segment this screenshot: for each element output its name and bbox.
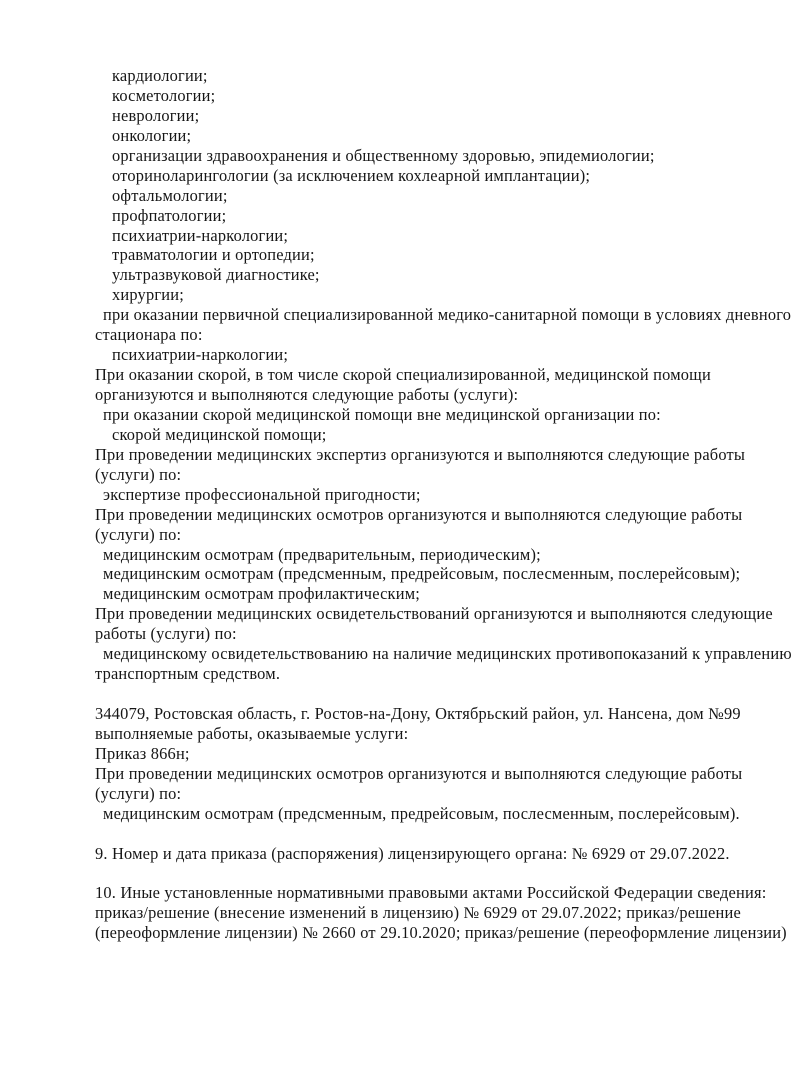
doc-line: стационара по: <box>95 325 203 345</box>
specialty-line: офтальмологии; <box>112 185 228 205</box>
doc-line: При проведении медицинских осмотров организуются и выполняются следующие работы <box>95 504 743 524</box>
specialty-line: организации здравоохранения и общественному здоровью, эпидемиологии; <box>112 145 655 165</box>
doc-line: при оказании первичной специализированной медико-санитарной помощи в условиях дневного <box>103 305 792 325</box>
clause-10-line: 10. Иные установленные нормативными правовыми актами Российской Федерации сведения: <box>95 883 767 903</box>
doc-line: медицинским осмотрам профилактическим; <box>103 584 421 604</box>
doc-line: организуются и выполняются следующие работы (услуги): <box>95 385 519 404</box>
specialty-line: профпатологии; <box>112 205 227 225</box>
specialty-line: травматологии и ортопедии; <box>112 245 315 265</box>
doc-line: (услуги) по: <box>95 464 182 484</box>
doc-line: медицинским осмотрам (предварительным, периодическим); <box>103 544 541 564</box>
specialty-line: онкологии; <box>112 125 192 145</box>
specialty-line: психиатрии-наркологии; <box>112 345 289 365</box>
clause-9-line: 9. Номер и дата приказа (распоряжения) лицензирующего органа: № 6929 от 29.07.2022. <box>95 843 730 863</box>
doc-line: транспортным средством. <box>95 664 281 684</box>
doc-line: При проведении медицинских освидетельствований организуются и выполняются следующие <box>95 604 773 624</box>
specialty-line: психиатрии-наркологии; <box>112 225 289 245</box>
specialty-line: скорой медицинской помощи; <box>112 424 327 444</box>
doc-line: медицинским осмотрам (предсменным, предрейсовым, послесменным, послерейсовым); <box>103 564 741 584</box>
specialty-line: оториноларингологии (за исключением кохлеарной имплантации); <box>112 165 591 185</box>
order-line: Приказ 866н; <box>95 743 190 763</box>
doc-line: (услуги) по: <box>95 524 182 544</box>
specialty-line: неврологии; <box>112 105 200 125</box>
specialty-line: косметологии; <box>112 85 216 105</box>
doc-line: работы (услуги) по: <box>95 624 237 644</box>
doc-line: При проведении медицинских экспертиз организуются и выполняются следующие работы <box>95 444 746 464</box>
blank-line <box>95 824 802 844</box>
clause-10-line: приказ/решение (внесение изменений в лицензию) № 6929 от 29.07.2022; приказ/решение <box>95 903 741 923</box>
specialty-line: ультразвуковой диагностике; <box>112 265 320 285</box>
doc-line: При оказании скорой, в том числе скорой специализированной, медицинской помощи <box>95 365 711 385</box>
doc-line: медицинскому освидетельствованию на наличие медицинских противопоказаний к управлению <box>103 644 792 664</box>
doc-line: (услуги) по: <box>95 783 182 803</box>
specialty-line: кардиологии; <box>112 66 208 85</box>
specialty-line: хирургии; <box>112 285 184 305</box>
doc-line: при оказании скорой медицинской помощи вне медицинской организации по: <box>103 404 661 424</box>
doc-line: медицинским осмотрам (предсменным, предрейсовым, послесменным, послерейсовым). <box>103 803 740 823</box>
doc-line: выполняемые работы, оказываемые услуги: <box>95 723 409 743</box>
document-text-block <box>95 66 802 943</box>
doc-line: При проведении медицинских осмотров организуются и выполняются следующие работы <box>95 763 743 783</box>
blank-line <box>95 864 802 884</box>
doc-line: экспертизе профессиональной пригодности; <box>103 484 421 504</box>
clause-10-line: (переоформление лицензии) № 2660 от 29.10.2020; приказ/решение (переоформление лицензии) <box>95 923 787 943</box>
blank-line <box>95 684 802 704</box>
address-line: 344079, Ростовская область, г. Ростов-на-Дону, Октябрьский район, ул. Нансена, дом №99 <box>95 704 741 723</box>
